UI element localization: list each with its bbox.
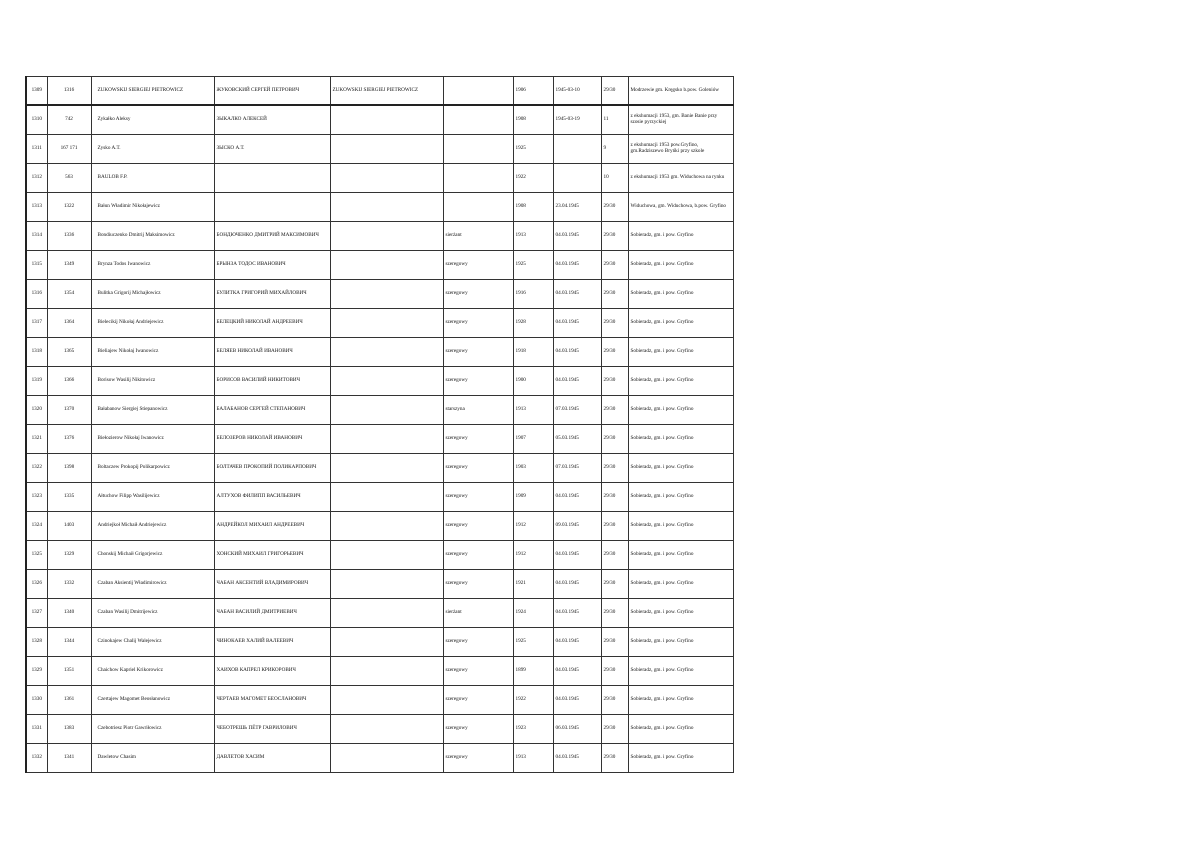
row-number-cell: 1314 xyxy=(26,222,47,251)
burial-place-cell: Sobieradz, gm. i pow. Gryfino xyxy=(628,396,733,425)
name-alt-cell xyxy=(330,686,443,715)
table-row xyxy=(26,77,733,106)
rank-cell: szeregowy xyxy=(443,657,513,686)
name-alt-cell xyxy=(330,135,443,164)
death-date-cell: 04.03.1945 xyxy=(553,744,601,773)
burial-place-cell: Sobieradz, gm. i pow. Gryfino xyxy=(628,222,733,251)
death-date-cell: 04.03.1945 xyxy=(553,657,601,686)
record-id-cell: 1364 xyxy=(47,309,91,338)
name-alt-cell xyxy=(330,541,443,570)
burial-place-cell: Sobieradz, gm. i pow. Gryfino xyxy=(628,280,733,309)
table-row xyxy=(26,541,733,570)
birth-year-cell: 1908 xyxy=(513,193,553,222)
rank-cell: szeregowy xyxy=(443,338,513,367)
name-cyrillic-cell: АЛТУХОВ ФИЛИПП ВАСИЛЬЕВИЧ xyxy=(214,483,330,512)
grave-number-cell: 29/30 xyxy=(601,222,628,251)
name-alt-cell xyxy=(330,164,443,193)
rank-cell: szeregowy xyxy=(443,454,513,483)
rank-cell xyxy=(443,135,513,164)
burial-place-cell: z ekshumacji 1953 pow.Gryfino, gm.Radziszewo Bryńki przy szkole xyxy=(628,135,733,164)
burial-place-cell: Sobieradz, gm. i pow. Gryfino xyxy=(628,715,733,744)
row-number-cell: 1324 xyxy=(26,512,47,541)
record-id-cell: 742 xyxy=(47,105,91,135)
burial-place-cell: Sobieradz, gm. i pow. Gryfino xyxy=(628,338,733,367)
grave-number-cell: 29/30 xyxy=(601,280,628,309)
burial-place-cell: z ekshumacji 1953 gm. Widuchowa na rynku xyxy=(628,164,733,193)
grave-number-cell: 29/30 xyxy=(601,251,628,280)
name-cyrillic-cell: БЕЛОЗЕРОВ НИКОЛАЙ ИВАНОВИЧ xyxy=(214,425,330,454)
name-alt-cell xyxy=(330,628,443,657)
rank-cell: sierżant xyxy=(443,599,513,628)
birth-year-cell: 1925 xyxy=(513,135,553,164)
name-polish-cell: Czaban Wasilij Dmitrijewicz xyxy=(91,599,214,628)
grave-number-cell: 29/30 xyxy=(601,309,628,338)
grave-number-cell: 29/30 xyxy=(601,541,628,570)
birth-year-cell: 1906 xyxy=(513,77,553,106)
death-date-cell: 04.03.1945 xyxy=(553,280,601,309)
grave-number-cell: 29/30 xyxy=(601,454,628,483)
row-number-cell: 1327 xyxy=(26,599,47,628)
row-number-cell: 1310 xyxy=(26,105,47,135)
burial-place-cell: Sobieradz, gm. i pow. Gryfino xyxy=(628,599,733,628)
table-row xyxy=(26,657,733,686)
birth-year-cell: 1908 xyxy=(513,105,553,135)
row-number-cell: 1316 xyxy=(26,280,47,309)
birth-year-cell: 1918 xyxy=(513,338,553,367)
grave-number-cell: 29/30 xyxy=(601,367,628,396)
table-row xyxy=(26,309,733,338)
name-cyrillic-cell: ХАИХОВ КАПРЕЛ КРИКОРОВИЧ xyxy=(214,657,330,686)
birth-year-cell: 1900 xyxy=(513,367,553,396)
birth-year-cell: 1916 xyxy=(513,280,553,309)
table-row xyxy=(26,164,733,193)
rank-cell: sierżant xyxy=(443,222,513,251)
name-cyrillic-cell: ДАВЛЕТОВ ХАСИМ xyxy=(214,744,330,773)
row-number-cell: 1309 xyxy=(26,77,47,106)
death-date-cell: 07.03.1945 xyxy=(553,396,601,425)
name-polish-cell: Czertajew Magomet Beosłanowicz xyxy=(91,686,214,715)
birth-year-cell: 1928 xyxy=(513,309,553,338)
name-cyrillic-cell: БОЛТАЧЕВ ПРОКОПИЙ ПОЛИКАРПОВИЧ xyxy=(214,454,330,483)
row-number-cell: 1312 xyxy=(26,164,47,193)
name-polish-cell: Zysko A.T. xyxy=(91,135,214,164)
record-id-cell: 167 171 xyxy=(47,135,91,164)
rank-cell xyxy=(443,193,513,222)
row-number-cell: 1317 xyxy=(26,309,47,338)
birth-year-cell: 1903 xyxy=(513,454,553,483)
death-date-cell: 04.03.1945 xyxy=(553,628,601,657)
record-id-cell: 1322 xyxy=(47,193,91,222)
burial-place-cell: Sobieradz, gm. i pow. Gryfino xyxy=(628,425,733,454)
grave-number-cell: 29/30 xyxy=(601,193,628,222)
death-date-cell: 1945-03-10 xyxy=(553,77,601,106)
table-row xyxy=(26,280,733,309)
name-alt-cell xyxy=(330,251,443,280)
record-id-cell: 1376 xyxy=(47,425,91,454)
grave-number-cell: 29/30 xyxy=(601,396,628,425)
row-number-cell: 1318 xyxy=(26,338,47,367)
name-cyrillic-cell: ЧИНОКАЕВ ХАЛИЙ ВАЛЕЕВИЧ xyxy=(214,628,330,657)
rank-cell xyxy=(443,77,513,106)
name-polish-cell: Bulitka Grigorij Michajłowicz xyxy=(91,280,214,309)
name-polish-cell: Dawletow Chasim xyxy=(91,744,214,773)
birth-year-cell: 1913 xyxy=(513,744,553,773)
burial-place-cell: Sobieradz, gm. i pow. Gryfino xyxy=(628,483,733,512)
name-alt-cell xyxy=(330,193,443,222)
grave-number-cell: 29/30 xyxy=(601,338,628,367)
name-polish-cell: Andriejkoł Michaił Andriejewicz xyxy=(91,512,214,541)
name-alt-cell xyxy=(330,222,443,251)
death-date-cell: 04.03.1945 xyxy=(553,599,601,628)
row-number-cell: 1325 xyxy=(26,541,47,570)
grave-number-cell: 29/30 xyxy=(601,483,628,512)
death-date-cell xyxy=(553,135,601,164)
death-date-cell: 06.03.1945 xyxy=(553,715,601,744)
birth-year-cell: 1922 xyxy=(513,164,553,193)
grave-number-cell: 29/30 xyxy=(601,686,628,715)
name-cyrillic-cell: БЕЛЕЦКИЙ НИКОЛАЙ АНДРЕЕВИЧ xyxy=(214,309,330,338)
birth-year-cell: 1913 xyxy=(513,222,553,251)
table-row xyxy=(26,367,733,396)
grave-number-cell: 29/30 xyxy=(601,715,628,744)
table-row xyxy=(26,425,733,454)
name-alt-cell xyxy=(330,715,443,744)
rank-cell: szeregowy xyxy=(443,425,513,454)
birth-year-cell: 1899 xyxy=(513,657,553,686)
record-id-cell: 1403 xyxy=(47,512,91,541)
name-polish-cell: Chaichow Kapriel Krikorowicz xyxy=(91,657,214,686)
birth-year-cell: 1923 xyxy=(513,715,553,744)
row-number-cell: 1315 xyxy=(26,251,47,280)
table-row xyxy=(26,193,733,222)
row-number-cell: 1320 xyxy=(26,396,47,425)
death-date-cell: 07.03.1945 xyxy=(553,454,601,483)
record-id-cell: 563 xyxy=(47,164,91,193)
name-cyrillic-cell: ЧАБАН ВАСИЛИЙ ДМИТРИЕВИЧ xyxy=(214,599,330,628)
row-number-cell: 1323 xyxy=(26,483,47,512)
name-polish-cell: Zykałko Aleksy xyxy=(91,105,214,135)
record-id-cell: 1332 xyxy=(47,570,91,599)
birth-year-cell: 1925 xyxy=(513,251,553,280)
rank-cell: szeregowy xyxy=(443,280,513,309)
row-number-cell: 1313 xyxy=(26,193,47,222)
grave-number-cell: 29/30 xyxy=(601,570,628,599)
grave-number-cell: 29/30 xyxy=(601,657,628,686)
birth-year-cell: 1922 xyxy=(513,686,553,715)
record-id-cell: 1335 xyxy=(47,483,91,512)
birth-year-cell: 1907 xyxy=(513,425,553,454)
name-alt-cell: ZUKOWSKIJ SIERGIEJ PIETROWICZ xyxy=(330,77,443,106)
name-alt-cell xyxy=(330,338,443,367)
name-alt-cell xyxy=(330,280,443,309)
death-date-cell: 04.03.1945 xyxy=(553,309,601,338)
rank-cell: szeregowy xyxy=(443,686,513,715)
record-id-cell: 1340 xyxy=(47,599,91,628)
table-row xyxy=(26,396,733,425)
grave-number-cell: 9 xyxy=(601,135,628,164)
table-row xyxy=(26,599,733,628)
grave-number-cell: 29/30 xyxy=(601,744,628,773)
grave-number-cell: 29/30 xyxy=(601,628,628,657)
name-alt-cell xyxy=(330,396,443,425)
rank-cell: szeregowy xyxy=(443,309,513,338)
name-alt-cell xyxy=(330,425,443,454)
record-id-cell: 1336 xyxy=(47,222,91,251)
table-row xyxy=(26,715,733,744)
birth-year-cell: 1912 xyxy=(513,541,553,570)
name-cyrillic-cell: БОРИСОВ ВАСИЛИЙ НИКИТОВИЧ xyxy=(214,367,330,396)
death-date-cell xyxy=(553,164,601,193)
burial-place-cell: Sobieradz, gm. i pow. Gryfino xyxy=(628,570,733,599)
record-id-cell: 1329 xyxy=(47,541,91,570)
death-date-cell: 04.03.1945 xyxy=(553,541,601,570)
burial-place-cell: Widuchowa, gm. Widuchowa, b.pow. Gryfino xyxy=(628,193,733,222)
birth-year-cell: 1913 xyxy=(513,396,553,425)
table-row xyxy=(26,338,733,367)
name-cyrillic-cell: БЕЛЯЕВ НИКОЛАЙ ИВАНОВИЧ xyxy=(214,338,330,367)
record-id-cell: 1316 xyxy=(47,77,91,106)
name-polish-cell: Borisow Wasilij Nikitowicz xyxy=(91,367,214,396)
burial-place-cell: z ekshumacji 1953, gm. Banie Banie przy szosie pyrzyckiej xyxy=(628,105,733,135)
burial-place-cell: Sobieradz, gm. i pow. Gryfino xyxy=(628,454,733,483)
burial-place-cell: Modrzewie gm. Kręgsko b.pow. Goleniów xyxy=(628,77,733,106)
burial-place-cell: Sobieradz, gm. i pow. Gryfino xyxy=(628,367,733,396)
grave-number-cell: 29/30 xyxy=(601,512,628,541)
grave-number-cell: 11 xyxy=(601,105,628,135)
death-date-cell: 1945-03-19 xyxy=(553,105,601,135)
grave-number-cell: 29/30 xyxy=(601,425,628,454)
grave-number-cell: 10 xyxy=(601,164,628,193)
rank-cell: szeregowy xyxy=(443,744,513,773)
record-id-cell: 1354 xyxy=(47,280,91,309)
burial-place-cell: Sobieradz, gm. i pow. Gryfino xyxy=(628,686,733,715)
record-id-cell: 1361 xyxy=(47,686,91,715)
table-body xyxy=(26,77,733,773)
record-id-cell: 1351 xyxy=(47,657,91,686)
burial-place-cell: Sobieradz, gm. i pow. Gryfino xyxy=(628,541,733,570)
table-row xyxy=(26,570,733,599)
death-date-cell: 09.03.1945 xyxy=(553,512,601,541)
table-row xyxy=(26,105,733,135)
row-number-cell: 1311 xyxy=(26,135,47,164)
birth-year-cell: 1924 xyxy=(513,599,553,628)
name-cyrillic-cell: ЗЫКАЛКО АЛЕКСЕЙ xyxy=(214,105,330,135)
death-date-cell: 04.03.1945 xyxy=(553,686,601,715)
name-alt-cell xyxy=(330,657,443,686)
table-row xyxy=(26,686,733,715)
burial-place-cell: Sobieradz, gm. i pow. Gryfino xyxy=(628,657,733,686)
table-row xyxy=(26,251,733,280)
name-cyrillic-cell: БОНДЮЧЕНКО ДМИТРИЙ МАКСИМОВИЧ xyxy=(214,222,330,251)
name-cyrillic-cell: ЖУКОВСКИЙ СЕРГЕЙ ПЕТРОВИЧ xyxy=(214,77,330,106)
name-polish-cell: Czebotriesz Piotr Gawriłowicz xyxy=(91,715,214,744)
table-row xyxy=(26,512,733,541)
record-id-cell: 1366 xyxy=(47,367,91,396)
name-cyrillic-cell: БАЛАБАНОВ СЕРГЕЙ СТЕПАНОВИЧ xyxy=(214,396,330,425)
name-polish-cell: Ałtuchow Filipp Wasilijewicz xyxy=(91,483,214,512)
table-row xyxy=(26,483,733,512)
name-cyrillic-cell: ХОНСКИЙ МИХАИЛ ГРИГОРЬЕВИЧ xyxy=(214,541,330,570)
burial-place-cell: Sobieradz, gm. i pow. Gryfino xyxy=(628,628,733,657)
birth-year-cell: 1912 xyxy=(513,512,553,541)
record-id-cell: 1383 xyxy=(47,715,91,744)
death-date-cell: 04.03.1945 xyxy=(553,251,601,280)
death-date-cell: 23.04.1945 xyxy=(553,193,601,222)
name-polish-cell: Czinokajew Chalij Walejewicz xyxy=(91,628,214,657)
name-alt-cell xyxy=(330,309,443,338)
table-row xyxy=(26,135,733,164)
rank-cell: szeregowy xyxy=(443,512,513,541)
record-id-cell: 1341 xyxy=(47,744,91,773)
row-number-cell: 1321 xyxy=(26,425,47,454)
record-id-cell: 1344 xyxy=(47,628,91,657)
row-number-cell: 1319 xyxy=(26,367,47,396)
rank-cell: szeregowy xyxy=(443,541,513,570)
grave-number-cell: 29/30 xyxy=(601,77,628,106)
rank-cell: szeregowy xyxy=(443,570,513,599)
name-alt-cell xyxy=(330,599,443,628)
row-number-cell: 1329 xyxy=(26,657,47,686)
name-alt-cell xyxy=(330,744,443,773)
rank-cell: szeregowy xyxy=(443,715,513,744)
name-cyrillic-cell: АНДРЕЙКОЛ МИХАИЛ АНДРЕЕВИЧ xyxy=(214,512,330,541)
rank-cell: szeregowy xyxy=(443,251,513,280)
name-polish-cell: BAULOB F.P. xyxy=(91,164,214,193)
record-id-cell: 1398 xyxy=(47,454,91,483)
name-polish-cell: ZUKOWSKIJ SIERGIEJ PIETROWICZ xyxy=(91,77,214,106)
name-cyrillic-cell xyxy=(214,164,330,193)
row-number-cell: 1322 xyxy=(26,454,47,483)
name-polish-cell: Bielecikij Nikołaj Andriejewicz xyxy=(91,309,214,338)
death-date-cell: 04.03.1945 xyxy=(553,338,601,367)
table-row xyxy=(26,744,733,773)
grave-number-cell: 29/30 xyxy=(601,599,628,628)
burial-place-cell: Sobieradz, gm. i pow. Gryfino xyxy=(628,251,733,280)
death-date-cell: 04.03.1945 xyxy=(553,570,601,599)
name-polish-cell: Bieliajew Nikołaj Iwanowicz xyxy=(91,338,214,367)
name-alt-cell xyxy=(330,367,443,396)
table-row xyxy=(26,628,733,657)
death-date-cell: 04.03.1945 xyxy=(553,222,601,251)
rank-cell: szeregowy xyxy=(443,628,513,657)
row-number-cell: 1330 xyxy=(26,686,47,715)
name-polish-cell: Boltaczew Prokopij Polikarpowicz xyxy=(91,454,214,483)
birth-year-cell: 1925 xyxy=(513,628,553,657)
name-polish-cell: Chonskij Michaił Grigorjewicz xyxy=(91,541,214,570)
name-cyrillic-cell xyxy=(214,193,330,222)
name-alt-cell xyxy=(330,454,443,483)
burial-place-cell: Sobieradz, gm. i pow. Gryfino xyxy=(628,512,733,541)
name-polish-cell: Bałabanow Siergiej Stiepanowicz xyxy=(91,396,214,425)
name-cyrillic-cell: ЧЕРТАЕВ МАГОМЕТ БЕОСЛАНОВИЧ xyxy=(214,686,330,715)
row-number-cell: 1332 xyxy=(26,744,47,773)
name-cyrillic-cell: БРЫНЗА ТОДОС ИВАНОВИЧ xyxy=(214,251,330,280)
birth-year-cell: 1921 xyxy=(513,570,553,599)
death-date-cell: 04.03.1945 xyxy=(553,367,601,396)
rank-cell: starszyna xyxy=(443,396,513,425)
birth-year-cell: 1909 xyxy=(513,483,553,512)
name-alt-cell xyxy=(330,105,443,135)
row-number-cell: 1326 xyxy=(26,570,47,599)
rank-cell: szeregowy xyxy=(443,483,513,512)
name-alt-cell xyxy=(330,570,443,599)
name-polish-cell: Brynza Todos Iwanowicz xyxy=(91,251,214,280)
death-date-cell: 05.03.1945 xyxy=(553,425,601,454)
burial-place-cell: Sobieradz, gm. i pow. Gryfino xyxy=(628,309,733,338)
name-polish-cell: Bałun Władimir Nikołajewicz xyxy=(91,193,214,222)
death-date-cell: 04.03.1945 xyxy=(553,483,601,512)
burial-register-table xyxy=(25,76,734,773)
record-id-cell: 1349 xyxy=(47,251,91,280)
name-polish-cell: Biełozierow Nikołaj Iwanowicz xyxy=(91,425,214,454)
name-alt-cell xyxy=(330,512,443,541)
record-id-cell: 1365 xyxy=(47,338,91,367)
table-row xyxy=(26,454,733,483)
rank-cell xyxy=(443,164,513,193)
row-number-cell: 1331 xyxy=(26,715,47,744)
name-cyrillic-cell: ЗЫСКО А.Т. xyxy=(214,135,330,164)
table-row xyxy=(26,222,733,251)
record-id-cell: 1370 xyxy=(47,396,91,425)
name-polish-cell: Czaban Aksientij Władimirowicz xyxy=(91,570,214,599)
name-cyrillic-cell: ЧЕБОТРЕШЬ ПЁТР ГАВРИЛОВИЧ xyxy=(214,715,330,744)
row-number-cell: 1328 xyxy=(26,628,47,657)
rank-cell: szeregowy xyxy=(443,367,513,396)
rank-cell xyxy=(443,105,513,135)
name-cyrillic-cell: БУЛИТКА ГРИГОРИЙ МИХАЙЛОВИЧ xyxy=(214,280,330,309)
name-polish-cell: Bondiuczenko Dmitrij Maksimowicz xyxy=(91,222,214,251)
name-cyrillic-cell: ЧАБАН АКСЕНТИЙ ВЛАДИМИРОВИЧ xyxy=(214,570,330,599)
name-alt-cell xyxy=(330,483,443,512)
burial-place-cell: Sobieradz, gm. i pow. Gryfino xyxy=(628,744,733,773)
